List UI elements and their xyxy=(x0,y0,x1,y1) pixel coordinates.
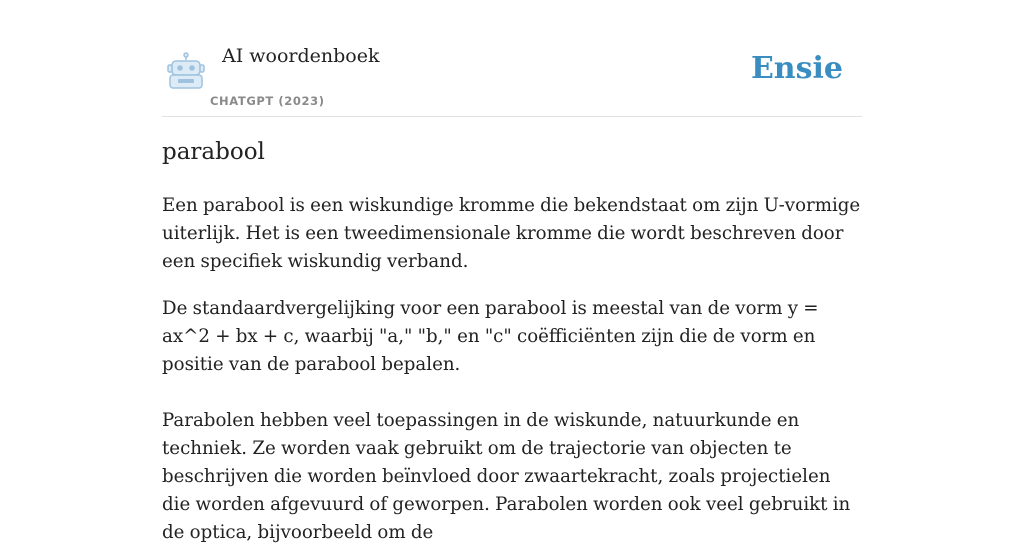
page-title: parabool xyxy=(162,139,265,165)
entry-content xyxy=(162,192,862,547)
paragraph: Een parabool is een wiskundige kromme die bekendstaat om zijn U-vormige uiterlijk. Het is een tweedimensionale kromme die wordt beschreven door een specifiek wiskundig verband. xyxy=(162,195,861,272)
source-title[interactable]: AI woordenboek xyxy=(222,45,380,67)
paragraph: Parabolen hebben veel toepassingen in de wiskunde, natuurkunde en techniek. Ze worden vaak gebruikt om de trajectorie van objecten te beschrijven die worden beïnvloed door zwaartekracht, zoals projectielen die worden afgevuurd of geworpen. Parabolen worden ook veel gebruikt in de optica, bijvoorbeeld om de xyxy=(162,410,851,543)
page-header xyxy=(162,0,862,117)
paragraph: De standaardvergelijking voor een parabool is meestal van de vorm y = ax^2 + bx + c, waarbij "a," "b," en "c" coëfficiënten zijn die de vorm en positie van de parabool bepalen. xyxy=(162,298,819,375)
robot-icon xyxy=(166,52,206,90)
brand-logo[interactable]: Ensie xyxy=(750,51,843,86)
source-meta: CHATGPT (2023) xyxy=(210,94,325,108)
